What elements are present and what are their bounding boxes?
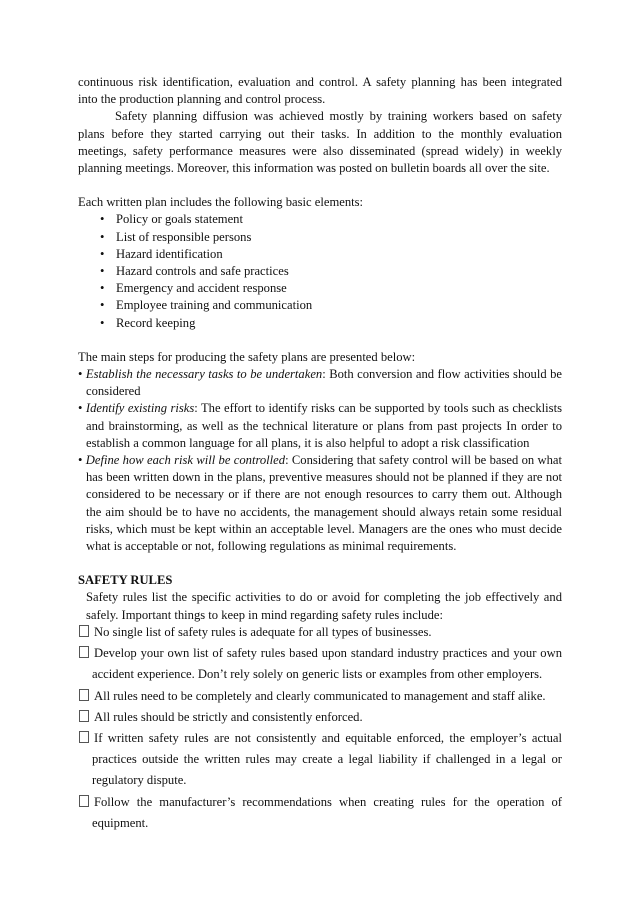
- step-title: Establish the necessary tasks to be undertaken: [85, 367, 323, 382]
- list-item: • Record keeping: [78, 315, 562, 332]
- paragraph-elements-intro: Each written plan includes the following basic elements:: [78, 195, 364, 210]
- step-bullet: •: [78, 367, 83, 382]
- safety-rules-intro: Safety rules list the specific activities to do or avoid for completing the job effectively and safely. Important things to keep in mind regarding safety rules include:: [86, 590, 562, 622]
- rule-item: [78, 794, 562, 836]
- list-item: • Policy or goals statement: [78, 211, 562, 228]
- list-item: • Hazard controls and safe practices: [78, 263, 562, 280]
- step-bullet: •: [78, 401, 83, 416]
- rule-text: Follow the manufacturer’s recommendations when creating rules for the operation of equipment.: [92, 794, 562, 830]
- section-heading-safety-rules: SAFETY RULES: [78, 573, 173, 588]
- list-item: • Employee training and communication: [78, 297, 562, 314]
- checkbox-glyph-icon: [79, 795, 89, 807]
- rule-item: [78, 688, 562, 709]
- rule-item: [78, 645, 562, 687]
- rule-text: If written safety rules are not consistently and equitable enforced, the employer’s actual practices outside the written rules may create a legal liability if challenged in a legal or regulatory dispute.: [92, 730, 562, 788]
- checkbox-glyph-icon: [79, 625, 89, 637]
- list-item: • Emergency and accident response: [78, 280, 562, 297]
- paragraph-continuation: continuous risk identification, evaluation and control. A safety planning has been integrated into the production planning and control process.: [78, 75, 562, 107]
- checkbox-glyph-icon: [79, 710, 89, 722]
- rule-text: All rules need to be completely and clearly communicated to management and staff alike.: [94, 688, 546, 703]
- list-item: • Hazard identification: [78, 246, 562, 263]
- step-title: Define how each risk will be controlled: [85, 453, 286, 468]
- step-text: : The effort to identify risks can be supported by tools such as checklists and brainstorming, as well as the technical literature or plans from past projects In order to establish a common language for all plans, it is also helpful to adopt a risk classification: [86, 401, 562, 450]
- rule-text: All rules should be strictly and consistently enforced.: [94, 709, 363, 724]
- step-bullet: •: [78, 453, 83, 468]
- rule-text: No single list of safety rules is adequate for all types of businesses.: [94, 624, 432, 639]
- rule-item: [78, 624, 562, 645]
- checkbox-glyph-icon: [79, 731, 89, 743]
- step-text: : Considering that safety control will be based on what has been written down in the plans, preventive measures should not be planned if they are not considered to be necessary or if there are not enough resources to carry them out. Although the aim should be to have no accidents, the management should always retain some residual risks, which must be kept within an acceptable level. Managers are the ones who must decide what is acceptable or not, following regulations as minimal requirements.: [86, 453, 562, 554]
- paragraph-steps-intro: The main steps for producing the safety plans are presented below:: [78, 349, 416, 364]
- step-title: Identify existing risks: [85, 401, 195, 416]
- step-item: [78, 400, 562, 452]
- rule-text: Develop your own list of safety rules based upon standard industry practices and your own accident experience. Don’t rely solely on generic lists or examples from other employers.: [92, 646, 562, 682]
- step-item: [78, 366, 562, 400]
- step-text: : Both conversion and flow activities should be considered: [86, 367, 562, 399]
- step-item: [78, 452, 562, 555]
- rule-item: [78, 730, 562, 794]
- list-item: • List of responsible persons: [78, 229, 562, 246]
- elements-list: [78, 211, 562, 331]
- checkbox-glyph-icon: [79, 646, 89, 658]
- checkbox-glyph-icon: [79, 689, 89, 701]
- document-page: [78, 74, 562, 836]
- paragraph-diffusion: Safety planning diffusion was achieved mostly by training workers based on safety plans before they started carrying out their tasks. In addition to the monthly evaluation meetings, safety performance measures were also disseminated (spread widely) in weekly planning meetings. Moreover, this information was posted on bulletin boards all over the site.: [78, 109, 562, 176]
- rule-item: [78, 709, 562, 730]
